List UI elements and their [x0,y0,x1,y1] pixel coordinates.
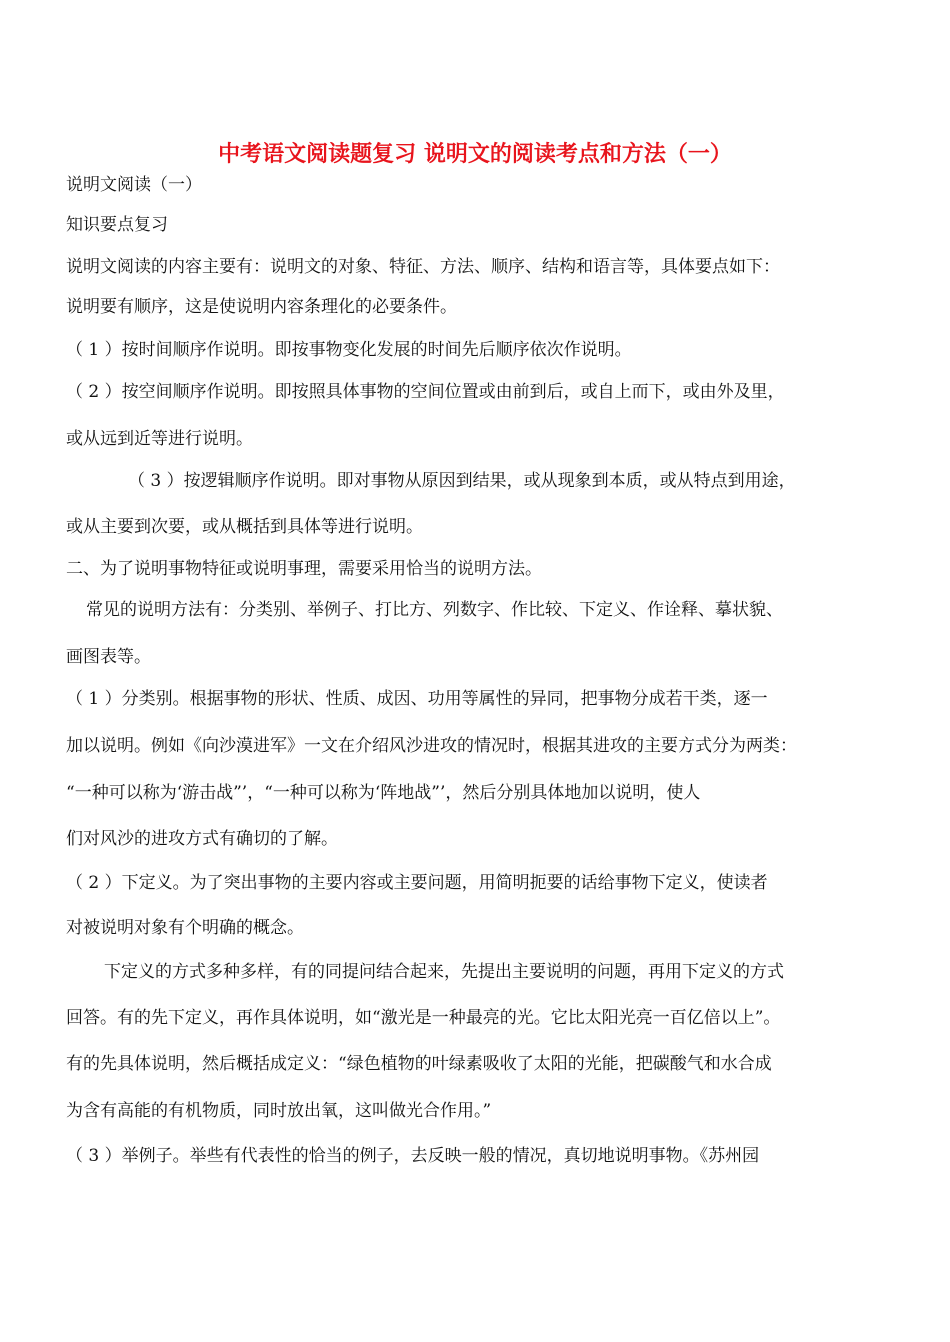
paragraph-line: 或从主要到次要，或从概括到具体等进行说明。 [66,517,423,537]
paragraph-line: 们对风沙的进攻方式有确切的了解。 [66,829,338,849]
paragraph-line: 说明要有顺序，这是使说明内容条理化的必要条件。 [66,297,457,317]
list-item-line: （ 1 ）分类别。根据事物的形状、性质、成因、功用等属性的异同，把事物分成若干类，逐一 [66,689,768,709]
section-heading: 二、为了说明事物特征或说明事理，需要采用恰当的说明方法。 [66,559,542,579]
paragraph-line: 为含有高能的有机物质，同时放出氧，这叫做光合作用。” [66,1101,492,1121]
paragraph-line: 加以说明。例如《向沙漠进军》一文在介绍风沙进攻的情况时，根据其进攻的主要方式分为两类： [66,736,797,756]
list-item-line: （ 3 ）举例子。举些有代表性的恰当的例子，去反映一般的情况，真切地说明事物。《苏州园 [66,1146,760,1166]
paragraph-line: 下定义的方式多种多样，有的同提问结合起来，先提出主要说明的问题，再用下定义的方式 [104,962,784,982]
paragraph-line: 说明文阅读的内容主要有：说明文的对象、特征、方法、顺序、结构和语言等，具体要点如下： [66,257,780,277]
paragraph-line: 画图表等。 [66,647,151,667]
list-item-line: （ 2 ）按空间顺序作说明。即按照具体事物的空间位置或由前到后，或自上而下，或由外及里， [66,382,785,402]
paragraph-line: 对被说明对象有个明确的概念。 [66,918,304,938]
list-item-line: （ 1 ）按时间顺序作说明。即按事物变化发展的时间先后顺序依次作说明。 [66,340,632,360]
paragraph-line: 常见的说明方法有：分类别、举例子、打比方、列数字、作比较、下定义、作诠释、摹状貌、 [86,600,783,620]
subsection-heading: 知识要点复习 [66,215,168,235]
paragraph-line: “一种可以称为‘游击战”’，“一种可以称为‘阵地战”’，然后分别具体地加以说明，使人 [66,783,701,803]
paragraph-line: 有的先具体说明，然后概括成定义：“绿色植物的叶绿素吸收了太阳的光能，把碳酸气和水合成 [66,1054,772,1074]
list-item-line: （ 3 ）按逻辑顺序作说明。即对事物从原因到结果，或从现象到本质，或从特点到用途， [128,471,796,491]
section-heading: 说明文阅读（一） [66,175,202,195]
document-title: 中考语文阅读题复习 说明文的阅读考点和方法（一） [218,141,732,167]
paragraph-line: 或从远到近等进行说明。 [66,429,253,449]
list-item-line: （ 2 ）下定义。为了突出事物的主要内容或主要问题，用简明扼要的话给事物下定义，使读者 [66,873,768,893]
paragraph-line: 回答。有的先下定义，再作具体说明，如“激光是一种最亮的光。它比太阳光亮一百亿倍以上”。 [66,1008,781,1028]
